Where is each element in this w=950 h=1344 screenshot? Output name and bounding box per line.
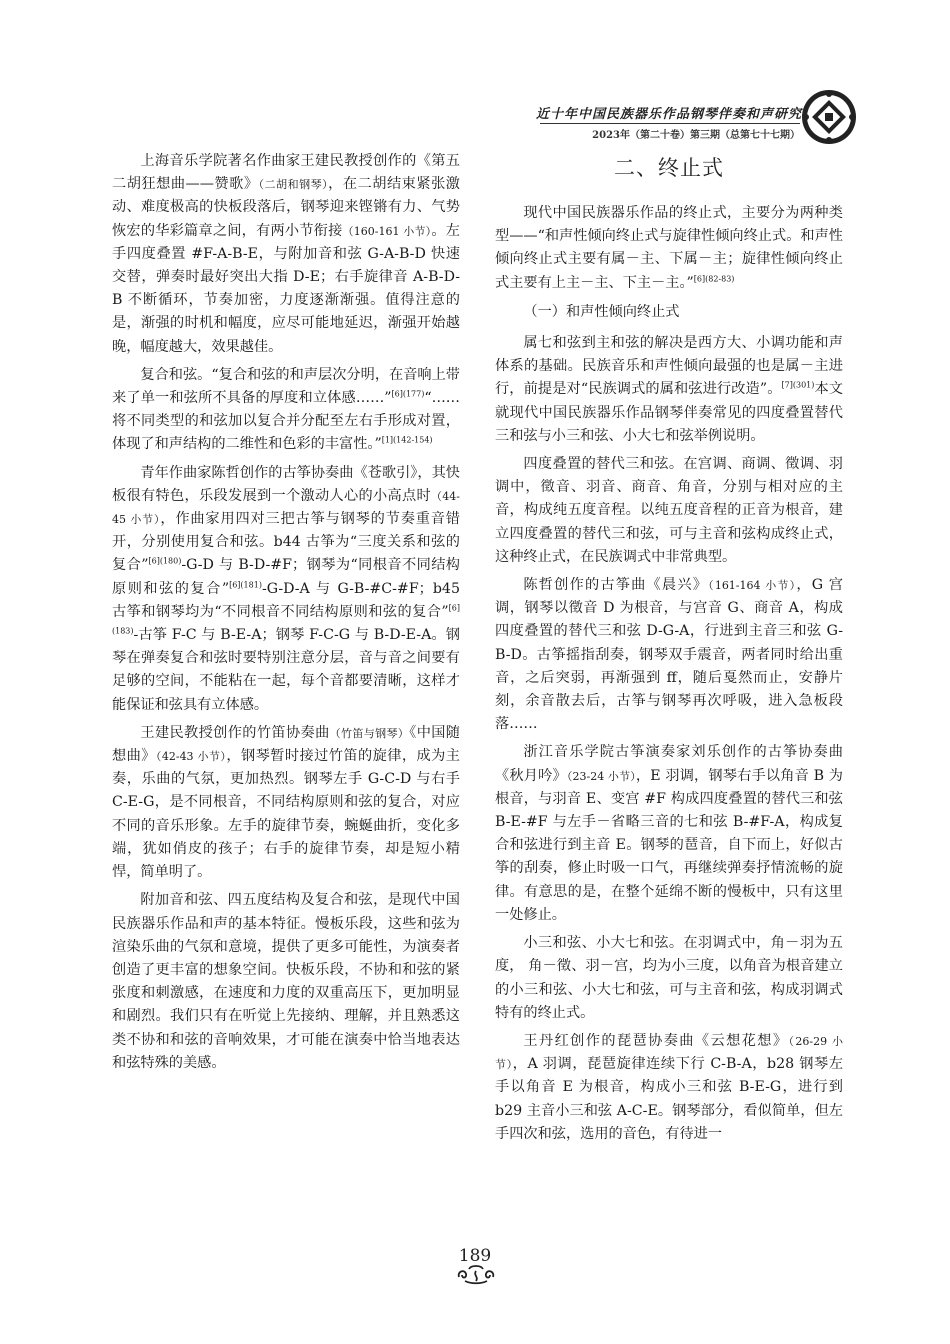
paragraph: 王建民教授创作的竹笛协奏曲（竹笛与钢琴）《中国随想曲》（42-43 小节），钢琴暂时接过竹笛的旋律，成为主奏，乐曲的气氛，更加热烈。钢琴左手 G-C-D 与右手 C-E-G，是不同根音，不同结构原则和弦的复合，对应不同的音乐形象。左手的旋律节奏，蜿蜒曲折，变化多端，犹如俏皮的孩子；右手的旋律节奏，却是短小精悍，简单明了。 (112, 724, 460, 881)
section-title: 二、终止式 (614, 156, 724, 180)
left-column (112, 150, 460, 1080)
citation: [6](177) (391, 389, 425, 399)
issue-info: 2023年（第二十卷）第三期（总第七十七期） (592, 130, 800, 141)
journal-title: 近十年中国民族器乐作品钢琴伴奏和声研究 (535, 107, 802, 122)
paragraph: 陈哲创作的古筝曲《晨兴》（161-164 小节），G 宫调，钢琴以徵音 D 为根音，与宫音 G、商音 A，构成四度叠置的替代三和弦 D-G-A，行进到主音三和弦 G-B-D。古筝摇指刮奏，钢琴双手震音，两者同时给出重音，之后突弱，再渐强到 ff，随后戛然而止，安静片刻，余音散去后，古筝与钢琴再次呼吸，进入急板段落…… (495, 577, 843, 733)
paragraph: 属七和弦到主和弦的解决是西方大、小调功能和声体系的基础。民族音乐和声性倾向最强的也是属－主进行，前提是对“民族调式的属和弦进行改造”。$^{[7](301)}$本文就现代中国民族器乐作品钢琴伴奏常见的四度叠置替代三和弦与小三和弦、小大七和弦举例说明。 (495, 335, 843, 444)
right-column (495, 202, 843, 1151)
paragraph: 四度叠置的替代三和弦。在宫调、商调、徵调、羽调中，徵音、羽音、商音、角音，分别与相对应的主音，构成纯五度音程。以纯五度音程的正音为根音，建立四度叠置的替代三和弦，可与主音和弦构成终止式，这种终止式，在民族调式中非常典型。 (495, 456, 843, 565)
paragraph: 复合和弦。“复合和弦的和声层次分明，在音响上带来了单一和弦所不具备的厚度和立体感……”$^{[6](177)}$“……将不同类型的和弦加以复合并分配至左右手形成对置，体现了和声结构的二维性和色彩的丰富性。”$^{[1](142-154)}$ (112, 366, 460, 453)
citation: [7](301) (781, 380, 815, 390)
subheading: （一）和声性倾向终止式 (523, 303, 680, 320)
cloud-ornament-icon (455, 1263, 497, 1285)
citation: [6](82-83) (693, 273, 735, 283)
emblem-ornament-icon (800, 88, 858, 146)
citation: [6](180) (148, 556, 182, 566)
citation: [6](183) (112, 603, 460, 636)
paragraph: 小三和弦、小大七和弦。在羽调式中，角－羽为五度， 角－徵、羽－宫，均为小三度，以角音为根音建立的小三和弦、小大七和弦，可与主音和弦，构成羽调式特有的终止式。 (495, 935, 843, 1021)
paragraph: 青年作曲家陈哲创作的古筝协奏曲《苍歌引》，其快板很有特色，乐段发展到一个激动人心的小高点时（44-45 小节），作曲家用四对三把古筝与钢琴的节奏重音错开，分别使用复合和弦。b44 古筝为“三度关系和弦的复合”$^{[6](180)}$-G-D 与 B-D-#F；钢琴为“同根音不同结构原则和弦的复合”$^{[6](181)}$-G-D-A 与 G-B-#C-#F；b45 古筝和钢琴均为“不同根音不同结构原则和弦的复合”$^{[6](183)}$-古筝 F-C 与 B-E-A；钢琴 F-C-G 与 B-D-E-A。钢琴在弹奏复合和弦时要特别注意分层，音与音之间要有足够的空间，不能粘在一起，每个音都要清晰，这样才能保证和弦具有立体感。 (112, 464, 460, 713)
paragraph: 浙江音乐学院古筝演奏家刘乐创作的古筝协奏曲《秋月吟》（23-24 小节），E 羽调，钢琴右手以角音 B 为根音，与羽音 E、变宫 #F 构成四度叠置的替代三和弦 B-E-#F 与左手－省略三音的七和弦 B-#F-A，构成复合和弦进行到主音 E。钢琴的琶音，自下而上，好似古筝的刮奏，修止时吸一口气，再继续弹奏抒情流畅的旋律。有意思的是，在整个延绵不断的慢板中，只有这里一处修止。 (495, 744, 843, 923)
header-rule (540, 123, 800, 124)
paragraph: 上海音乐学院著名作曲家王建民教授创作的《第五二胡狂想曲——赞歌》（二胡和钢琴），在二胡结束紧张激动、难度极高的快板段落后，钢琴迎来铿锵有力、气势恢宏的华彩篇章之间，有两小节衔接（160-161 小节）。左手四度叠置 #F-A-B-E，与附加音和弦 G-A-B-D 快速交替，弹奏时最好突出大指 D-E；右手旋律音 A-B-D-B 不断循环，节奏加密，力度逐渐渐强。值得注意的是，渐强的时机和幅度，应尽可能地延迟，渐强开始越晚，幅度越大，效果越佳。 (112, 153, 460, 355)
page-number: 189 (458, 1246, 492, 1266)
citation: [1](142-154) (381, 435, 433, 445)
paragraph: 附加音和弦、四五度结构及复合和弦，是现代中国民族器乐作品和声的基本特征。慢板乐段，这些和弦为渲染乐曲的气氛和意境，提供了更多可能性，为演奏者创造了更丰富的想象空间。快板乐段，不协和和弦的紧张度和刺激感，在速度和力度的双重高压下，更加明显和剧烈。我们只有在听觉上先接纳、理解，并且熟悉这类不协和和弦的音响效果，才可能在演奏中恰当地表达和弦特殊的美感。 (112, 892, 460, 1071)
paragraph: 现代中国民族器乐作品的终止式，主要分为两种类型——“和声性倾向终止式与旋律性倾向终止式。和声性倾向终止式主要有属－主、下属－主；旋律性倾向终止式主要有上主－主、下主－主。”$^{[6](82-83)}$ (495, 205, 843, 291)
citation: [6](181) (229, 579, 262, 589)
paragraph: 王丹红创作的琵琶协奏曲《云想花想》（26-29 小节），A 羽调，琵琶旋律连续下行 C-B-A，b28 钢琴左手以角音 E 为根音，构成小三和弦 B-E-G，进行到 b29 主音小三和弦 A-C-E。钢琴部分，看似简单，但左手四次和弦，选用的音色，有待进一 (495, 1032, 844, 1142)
